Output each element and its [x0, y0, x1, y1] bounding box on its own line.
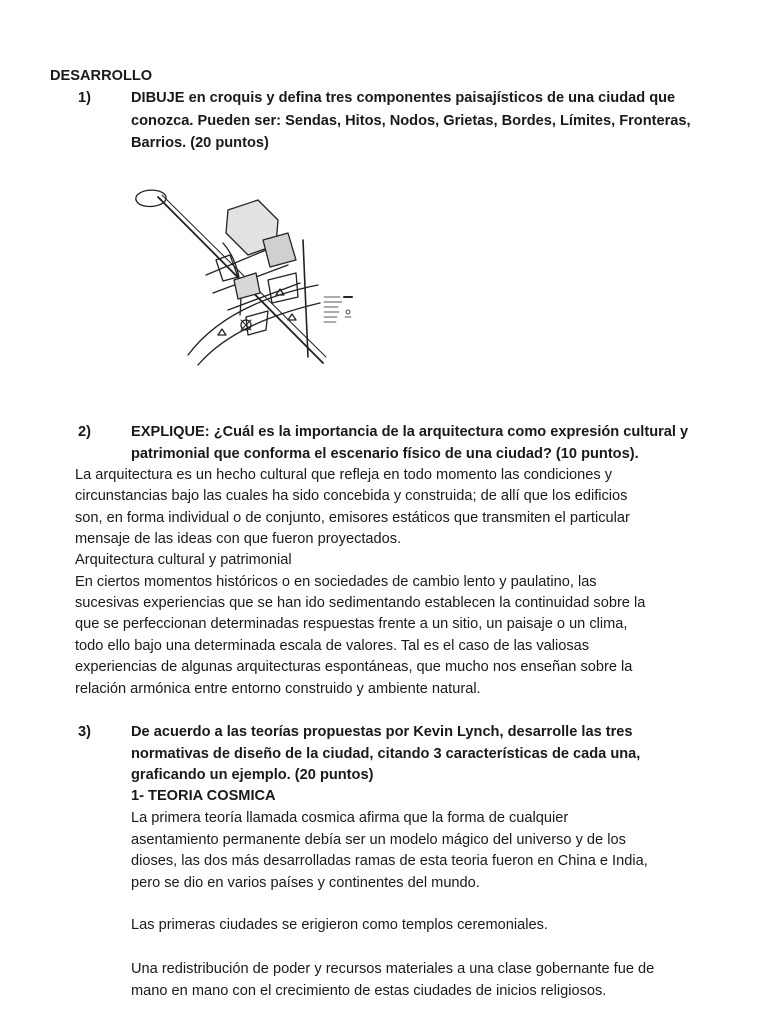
path-vertical: [303, 240, 308, 357]
answer-2-subheading: Arquitectura cultural y patrimonial: [75, 552, 292, 568]
question-2-line-1: EXPLIQUE: ¿Cuál es la importancia de la arquitectura como expresión cultural y: [131, 424, 689, 440]
question-3-line-3: graficando un ejemplo. (20 puntos): [131, 767, 374, 783]
question-3-line-1: De acuerdo a las teorías propuestas por Kevin Lynch, desarrolle las tres: [131, 724, 633, 740]
answer-3-p1-line-4: pero se dio en varios países y continentes del mundo.: [131, 875, 480, 891]
answer-2-line-7: sucesivas experiencias que se han ido sedimentando establecen la continuidad sobre la: [75, 595, 646, 611]
answer-3-p1-line-2: asentamiento permanente debía ser un modelo mágico del universo y de los: [131, 832, 626, 848]
answer-2-line-8: que se perfeccionan determinadas respuestas frente a un sitio, un paisaje o un clima,: [75, 616, 628, 632]
question-3-line-2: normativas de diseño de la ciudad, citando 3 características de cada una,: [131, 746, 641, 762]
section-heading: DESARROLLO: [50, 68, 153, 84]
question-1-line-1: DIBUJE en croquis y defina tres componentes paisajísticos de una ciudad que: [131, 90, 676, 106]
question-2-number: 2): [78, 424, 91, 440]
answer-2-line-9: todo ello bajo una determinada escala de valores. Tal es el caso de las valiosas: [75, 638, 590, 654]
question-1-number: 1): [78, 90, 91, 106]
answer-3-p1-line-1: La primera teoría llamada cosmica afirma que la forma de cualquier: [131, 810, 569, 826]
question-2-line-2: patrimonial que conforma el escenario físico de una ciudad? (10 puntos).: [131, 446, 639, 462]
answer-3-p2: Las primeras ciudades se erigieron como templos ceremoniales.: [131, 917, 548, 933]
question-3-subheading: 1- TEORIA COSMICA: [131, 788, 276, 804]
answer-3-p3-line-1: Una redistribución de poder y recursos materiales a una clase gobernante fue de: [131, 961, 655, 977]
question-1-line-2: conozca. Pueden ser: Sendas, Hitos, Nodos, Grietas, Bordes, Límites, Fronteras,: [131, 113, 691, 129]
answer-2-line-1: La arquitectura es un hecho cultural que refleja en todo momento las condiciones y: [75, 467, 613, 483]
answer-2-line-6: En ciertos momentos históricos o en sociedades de cambio lento y paulatino, las: [75, 574, 597, 590]
answer-2-line-3: son, en forma individual o de conjunto, emisores estáticos que transmiten el particular: [75, 510, 630, 526]
answer-2-line-4: mensaje de las ideas con que fueron proyectados.: [75, 531, 402, 547]
answer-2-line-11: relación armónica entre entorno construido y ambiente natural.: [75, 681, 481, 697]
question-3-number: 3): [78, 724, 91, 740]
answer-2-line-10: experiencias de algunas arquitecturas espontáneas, que mucho nos enseñan sobre la: [75, 659, 633, 675]
landmark-sketch: [136, 190, 166, 206]
city-sketch-image: [128, 185, 368, 370]
question-1-line-3: Barrios. (20 puntos): [131, 135, 269, 151]
answer-3-p3-line-2: mano en mano con el crecimiento de estas ciudades de inicios religiosos.: [131, 983, 607, 999]
answer-3-p1-line-3: dioses, las dos más desarrolladas ramas de esta teoria fueron en China e India,: [131, 853, 648, 869]
answer-2-line-2: circunstancias bajo las cuales ha sido concebida y construida; de allí que los edificios: [75, 488, 628, 504]
